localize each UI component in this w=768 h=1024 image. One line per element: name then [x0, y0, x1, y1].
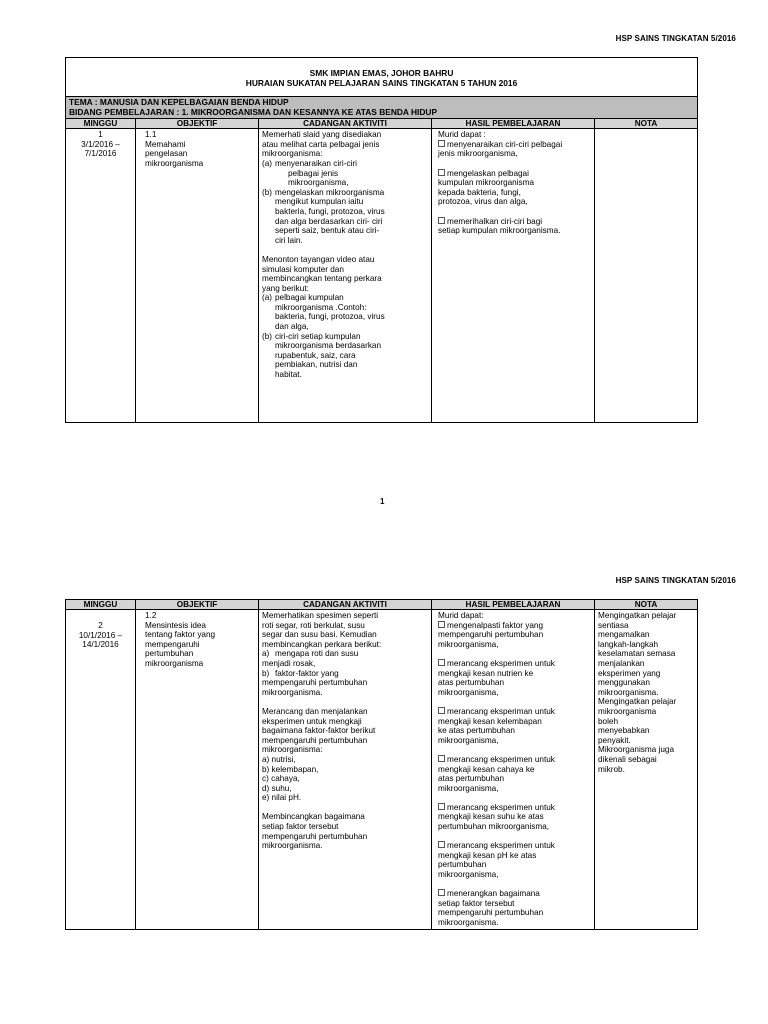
col-header-objektif: OBJEKTIF [136, 600, 259, 610]
col-header-minggu: MINGGU [66, 119, 136, 129]
col-header-nota: NOTA [595, 600, 698, 610]
syllabus-table-week-1 [65, 57, 698, 423]
note-line: penyakit. [598, 735, 631, 745]
note-line: mengamalkan [598, 630, 650, 640]
activity-line: mikroorganisma: [262, 745, 323, 755]
activity-line: menyenaraikan ciri-ciri [275, 158, 357, 168]
document-title [66, 58, 698, 97]
column-header-row [66, 600, 698, 610]
outcome-line: atas pertumbuhan [438, 774, 504, 784]
activity-line: pelbagai jenis [288, 168, 339, 178]
week-number: 2 [98, 621, 103, 630]
outcome-item [438, 755, 591, 765]
note-line: eksperimen yang [598, 668, 661, 678]
objektif-cell [136, 129, 259, 423]
note-line: langkah-langkah [598, 639, 659, 649]
outcome-line: merancang eksperimen untuk [447, 841, 555, 851]
outcome-item [438, 841, 591, 851]
column-header-row [66, 119, 698, 129]
nota-cell [595, 129, 698, 423]
note-line: mikroorganisma [598, 706, 657, 716]
outcome-item [438, 140, 591, 150]
outcome-line: menerangkan bagaimana [447, 889, 540, 899]
week-date-end: 14/1/2016 [82, 640, 119, 650]
checkbox-icon [438, 217, 445, 224]
activity-line: mempengaruhi pertumbuhan [262, 831, 368, 841]
week-date-start: 10/1/2016 – [78, 630, 123, 640]
activity-item-label: (b) [262, 331, 273, 341]
aktiviti-cell [259, 129, 432, 423]
activity-item-label: a) [262, 649, 270, 659]
factor-list-item: b) kelembapan, [262, 764, 319, 774]
objective-number: 1.1 [145, 130, 157, 140]
outcome-line: pertumbuhan mikroorganisma, [438, 822, 550, 832]
note-line: keselamatan semasa [598, 649, 676, 659]
activity-line: pembiakan, nutrisi dan [275, 360, 358, 370]
outcome-line: mikroorganisma, [438, 687, 499, 697]
factor-list-item: d) suhu, [262, 783, 292, 793]
activity-line: eksperimen untuk mengkaji [262, 716, 362, 726]
outcome-line: mengkaji kesan nutrien ke [438, 668, 534, 678]
activity-line: simulasi komputer dan [262, 264, 344, 274]
objektif-cell [136, 610, 259, 930]
col-header-aktiviti: CADANGAN AKTIVITI [259, 600, 432, 610]
outcome-line: mikroorganisma, [438, 639, 499, 649]
activity-line: faktor-faktor yang [275, 668, 339, 678]
activity-item [262, 293, 428, 331]
note-line: mikrob. [598, 764, 625, 774]
activity-item-label: (a) [262, 293, 273, 303]
outcome-line: kumpulan mikroorganisma [438, 178, 535, 188]
page-header: HSP SAINS TINGKATAN 5/2016 [615, 576, 736, 585]
outcome-line: merancang eksperimen untuk [447, 754, 555, 764]
note-line: dikenali sebagai [598, 754, 657, 764]
note-line: sentiasa [598, 620, 629, 630]
outcome-line: mikroorganisma, [438, 870, 499, 880]
activity-item [262, 159, 428, 188]
factor-list-item: a) nutrisi, [262, 754, 296, 764]
outcome-line: mikroorganisma, [438, 783, 499, 793]
objective-line: Memahami [145, 139, 186, 149]
note-line: Mengingatkan pelajar [598, 697, 677, 707]
outcome-line: atas pertumbuhan [438, 678, 504, 688]
outcome-intro: Murid dapat : [438, 130, 486, 140]
note-line: menggunakan [598, 678, 650, 688]
activity-item [262, 188, 428, 246]
outcome-item [438, 803, 591, 813]
note-line: menyebabkan [598, 726, 650, 736]
outcome-line: mengkaji kesan kelembapan [438, 716, 542, 726]
week-date-end: 7/1/2016 [84, 149, 117, 159]
aktiviti-cell [259, 610, 432, 930]
activity-line: mengapa roti dan susu [275, 649, 359, 659]
note-line: mikroorganisma. [598, 687, 659, 697]
activity-line: setiap faktor tersebut [262, 822, 339, 832]
outcome-line: protozoa, virus dan alga, [438, 197, 528, 207]
outcome-line: mengkaji kesan cahaya ke [438, 764, 535, 774]
col-header-objektif: OBJEKTIF [136, 119, 259, 129]
col-header-nota: NOTA [595, 119, 698, 129]
document-subtitle: HURAIAN SUKATAN PELAJARAN SAINS TINGKATAN 5 TAHUN 2016 [245, 78, 518, 88]
checkbox-icon [438, 659, 445, 666]
objective-line: pertumbuhan [145, 649, 194, 659]
activity-item [262, 669, 428, 679]
activity-line: bagaimana faktor-faktor berikut [262, 726, 376, 736]
objective-line: mempengaruhi [145, 639, 200, 649]
outcome-line: ke atas pertumbuhan [438, 726, 515, 736]
factor-list-item: c) cahaya, [262, 774, 300, 784]
outcome-item [438, 707, 591, 717]
objective-line: tentang faktor yang [145, 630, 216, 640]
activity-line: menjadi rosak, [262, 658, 316, 668]
activity-line: bakteria, fungi, protozoa, virus [275, 312, 385, 322]
outcome-line: mengelaskan pelbagai [447, 168, 529, 178]
activity-item-label: (b) [262, 187, 273, 197]
checkbox-icon [438, 707, 445, 714]
hasil-cell [432, 610, 595, 930]
outcome-item [438, 659, 591, 669]
activity-item-label: b) [262, 668, 270, 678]
activity-line: bakteria, fungi, protozoa, virus [275, 206, 385, 216]
activity-line: mempengaruhi pertumbuhan [262, 678, 368, 688]
objective-number: 1.2 [145, 611, 157, 620]
outcome-line: pertumbuhan [438, 860, 487, 870]
activity-line: Memerhati slaid yang disediakan [262, 130, 382, 140]
activity-line: mikroorganisma. [262, 687, 323, 697]
outcome-line: setiap faktor tersebut [438, 898, 515, 908]
activity-line: atau melihat carta pelbagai jenis [262, 139, 380, 149]
activity-line: yang berikut: [262, 283, 309, 293]
minggu-cell [66, 129, 136, 423]
table-row [66, 610, 698, 930]
activity-line: seperti saiz, bentuk atau ciri- [275, 226, 380, 236]
activity-line: mikroorganisma. [262, 841, 323, 851]
nota-cell [595, 610, 698, 930]
outcome-line: memerihalkan ciri-ciri bagi [447, 216, 543, 226]
activity-line: mikroorganisma: [262, 149, 323, 159]
activity-item [262, 649, 428, 659]
checkbox-icon [438, 140, 445, 147]
col-header-minggu: MINGGU [66, 600, 136, 610]
col-header-aktiviti: CADANGAN AKTIVITI [259, 119, 432, 129]
outcome-line: mempengaruhi pertumbuhan [438, 908, 544, 918]
note-line: boleh [598, 716, 619, 726]
activity-line: roti segar, roti berkulat, susu [262, 620, 365, 630]
outcome-item [438, 621, 591, 631]
note-line: menjalankan [598, 658, 645, 668]
outcome-intro: Murid dapat: [438, 611, 484, 620]
outcome-item [438, 217, 591, 227]
outcome-line: merancang eksperimen untuk [447, 658, 555, 668]
syllabus-table-week-2 [65, 599, 698, 930]
activity-line: ciri lain. [275, 235, 303, 245]
objective-line: pengelasan [145, 149, 188, 159]
week-number: 1 [98, 130, 103, 140]
activity-line: dan alga berdasarkan ciri- ciri [275, 216, 383, 226]
week-date-start: 3/1/2016 – [81, 139, 120, 149]
note-line: Mengingatkan pelajar [598, 611, 677, 620]
note-line: Mikroorganisma juga [598, 745, 674, 755]
activity-line: segar dan susu basi. Kemudian [262, 630, 377, 640]
outcome-line: menyenaraikan ciri-ciri pelbagai [447, 139, 563, 149]
activity-line: Membincangkan bagaimana [262, 812, 365, 822]
checkbox-icon [438, 621, 445, 628]
outcome-item [438, 169, 591, 179]
checkbox-icon [438, 169, 445, 176]
page-number: 1 [380, 497, 385, 506]
page-header: HSP SAINS TINGKATAN 5/2016 [615, 34, 736, 43]
outcome-line: mempengaruhi pertumbuhan [438, 630, 544, 640]
activity-line: Menonton tayangan video atau [262, 254, 375, 264]
activity-item-label: (a) [262, 158, 273, 168]
activity-line: dan alga, [275, 322, 309, 332]
outcome-line: mikroorganisma, [438, 735, 499, 745]
activity-line: mikroorganisma, [288, 178, 349, 188]
checkbox-icon [438, 889, 445, 896]
activity-item [262, 332, 428, 380]
theme-row [66, 97, 698, 119]
outcome-line: mengkaji kesan suhu ke atas [438, 812, 544, 822]
outcome-line: merancang eksperimen untuk [447, 802, 555, 812]
bidang-label: BIDANG PEMBELAJARAN : 1. MIKROORGANISMA DAN KESANNYA KE ATAS BENDA HIDUP [69, 106, 438, 117]
checkbox-icon [438, 841, 445, 848]
activity-line: membincangkan perkara berikut: [262, 639, 382, 649]
minggu-cell [66, 610, 136, 930]
factor-list-item: e) nilai pH. [262, 793, 302, 803]
activity-line: mengelaskan mikroorganisma [275, 187, 385, 197]
activity-line: rupabentuk, saiz, cara [275, 350, 356, 360]
checkbox-icon [438, 803, 445, 810]
activity-line: ciri-ciri setiap kumpulan [275, 331, 361, 341]
objective-line: Mensintesis idea [145, 620, 206, 630]
outcome-line: jenis mikroorganisma, [438, 149, 518, 159]
outcome-line: mikroorganisma. [438, 918, 499, 927]
activity-line: Memerhatikan spesimen seperti [262, 611, 379, 620]
activity-line: membincangkan tentang perkara [262, 274, 382, 284]
activity-line: mengikut kumpulan iaitu [275, 197, 364, 207]
col-header-hasil: HASIL PEMBELAJARAN [432, 600, 595, 610]
checkbox-icon [438, 755, 445, 762]
outcome-item [438, 889, 591, 899]
outcome-line: kepada bakteria, fungi, [438, 187, 521, 197]
activity-line: mikroorganisma .Contoh: [275, 302, 367, 312]
activity-line: Merancang dan menjalankan [262, 706, 368, 716]
activity-line: pelbagai kumpulan [275, 293, 344, 303]
activity-line: habitat. [275, 370, 302, 380]
activity-line: mikroorganisma berdasarkan [275, 341, 382, 351]
activity-line: mempengaruhi pertumbuhan [262, 735, 368, 745]
outcome-line: setiap kumpulan mikroorganisma. [438, 226, 561, 236]
hasil-cell [432, 129, 595, 423]
objective-line: mikroorganisma [145, 658, 204, 668]
outcome-line: mengkaji kesan pH ke atas [438, 850, 537, 860]
objective-line: mikroorganisma [145, 158, 204, 168]
tema-label: TEMA : MANUSIA DAN KEPELBAGAIAN BENDA HIDUP [69, 97, 289, 107]
outcome-line: merancang eksperiman untuk [447, 706, 555, 716]
col-header-hasil: HASIL PEMBELAJARAN [432, 119, 595, 129]
school-name: SMK IMPIAN EMAS, JOHOR BAHRU [309, 68, 454, 78]
outcome-line: mengenalpasti faktor yang [447, 620, 544, 630]
table-row [66, 129, 698, 423]
